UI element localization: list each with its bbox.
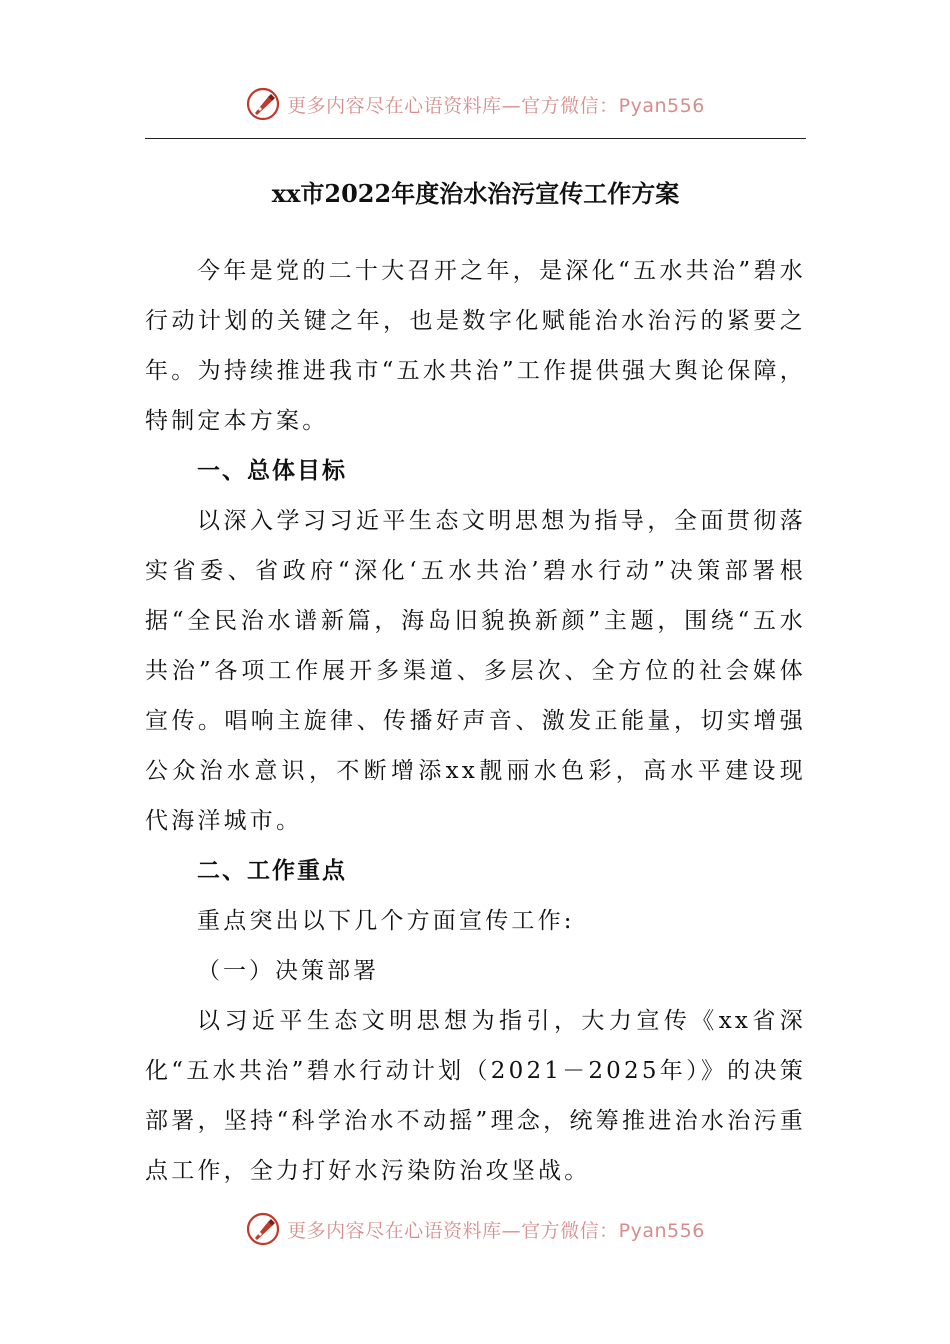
intro-paragraph: 今年是党的二十大召开之年，是深化“五水共治”碧水行动计划的关键之年，也是数字化赋能治水治污的紧要之年。为持续推进我市“五水共治”工作提供强大舆论保障，特制定本方案。 bbox=[145, 258, 806, 434]
watermark-footer bbox=[0, 1209, 950, 1249]
document-title: xx市2022年度治水治污宣传工作方案 bbox=[271, 179, 680, 208]
goals-paragraph: 以深入学习习近平生态文明思想为指导，全面贯彻落实省委、省政府“深化‘五水共治’碧水行动”决策部署根据“全民治水谱新篇，海岛旧貌换新颜”主题，围绕“五水共治”各项工作展开多渠道、多层次、全方位的社会媒体宣传。唱响主旋律、传播好声音、激发正能量，切实增强公众治水意识，不断增添xx靓丽水色彩，高水平建设现代海洋城市。 bbox=[145, 508, 806, 834]
subsection-heading-decisions: （一）决策部署 bbox=[197, 958, 379, 984]
document-body bbox=[145, 246, 806, 1196]
watermark-text: 更多内容尽在心语资料库—官方微信：Pyan556 bbox=[287, 94, 705, 117]
pen-nib-logo-icon bbox=[245, 1211, 281, 1247]
section-heading-goals: 一、总体目标 bbox=[197, 458, 347, 484]
watermark-header bbox=[0, 84, 950, 124]
pen-nib-logo-icon bbox=[245, 86, 281, 122]
decisions-paragraph: 以习近平生态文明思想为指引，大力宣传《xx省深化“五水共治”碧水行动计划（2021－2025年）》的决策部署，坚持“科学治水不动摇”理念，统筹推进治水治污重点工作，全力打好水污染防治攻坚战。 bbox=[145, 1008, 806, 1184]
watermark-text: 更多内容尽在心语资料库—官方微信：Pyan556 bbox=[287, 1219, 705, 1242]
focus-lead-paragraph: 重点突出以下几个方面宣传工作: bbox=[197, 908, 575, 934]
header-divider bbox=[145, 138, 806, 139]
section-heading-focus: 二、工作重点 bbox=[197, 858, 347, 884]
